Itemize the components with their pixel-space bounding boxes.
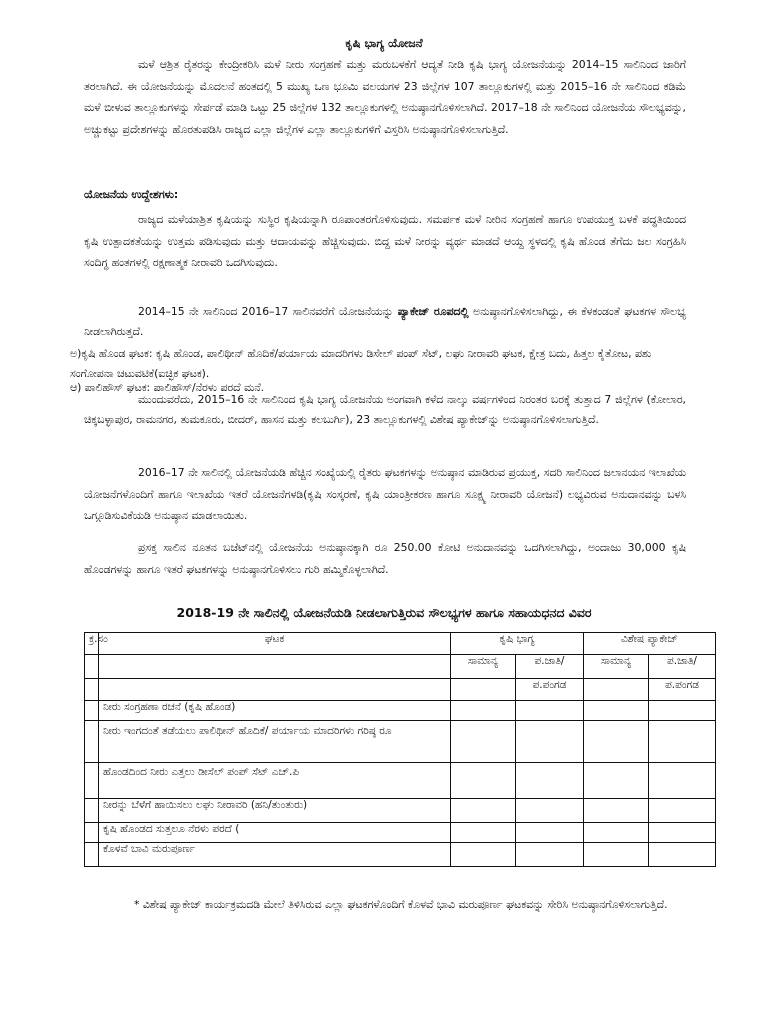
- header-krishi-bhagya: ಕೃಷಿ ಭಾಗ್ಯ: [451, 633, 584, 655]
- component-name: ಕೊಳವೆ ಬಾವಿ ಮರುಪೂರ್ಣ: [99, 843, 451, 867]
- table-cell: [516, 799, 584, 823]
- objectives-heading: ಯೋಜನೆಯ ಉದ್ದೇಶಗಳು:: [84, 188, 179, 201]
- subheader-general: ಸಾಮಾನ್ಯ: [584, 655, 649, 679]
- table-cell: [649, 843, 716, 867]
- document-title: ಕೃಷಿ ಭಾಗ್ಯ ಯೋಜನೆ: [345, 36, 423, 50]
- table-cell: [649, 763, 716, 799]
- table-subheader-row: [85, 655, 716, 679]
- table-cell: [516, 823, 584, 843]
- table-row: [85, 823, 716, 843]
- component-item-b: ಆ) ಪಾಲಿಹೌಸ್ ಘಟಕ: ಪಾಲಿಹೌಸ್/ನೆರಳು ಪರದೆ ಮನೆ.: [70, 381, 265, 394]
- package-paragraph: [84, 302, 686, 342]
- table-cell: [451, 763, 516, 799]
- table-cell: [516, 701, 584, 721]
- table-cell: [99, 655, 451, 679]
- subheader-general: ಸಾಮಾನ್ಯ: [451, 655, 516, 679]
- table-row: [85, 701, 716, 721]
- table-title: 2018-19 ನೇ ಸಾಲಿನಲ್ಲಿ ಯೋಜನೆಯಡಿ ನೀಡಲಾಗುತ್ತಿರುವ ಸೌಲಭ್ಯಗಳ ಹಾಗೂ ಸಹಾಯಧನದ ವಿವರ: [176, 605, 592, 620]
- subsidy-table: [84, 632, 716, 867]
- table-cell: [451, 679, 516, 701]
- table-cell: [85, 763, 99, 799]
- table-cell: [85, 655, 99, 679]
- table-row: [85, 799, 716, 823]
- component-item-a: ಅ)ಕೃಷಿ ಹೊಂಡ ಘಟಕ: ಕೃಷಿ ಹೊಂಡ, ಪಾಲಿಥೀನ್ ಹೊದಿಕೆ/ಪರ್ಯಾಯ ಮಾದರಿಗಳು ಡಿಸೇಲ್ ಪಂಪ್ ಸೆಟ್, ಲಘು ನೀರಾವರಿ ಘಟಕ, ಕ್ಷೇತ್ರ ಬದು, ಹಿತ್ತಲ ಕೈತೋಟ, ಪಶು ಸಂಗೋಪನಾ ಚಟುವಟಿಕೆ(ಐಚ್ಛಿಕ ಘಟಕ).: [70, 347, 652, 380]
- objectives-paragraph: ರಾಜ್ಯದ ಮಳೆಯಾಶ್ರಿತ ಕೃಷಿಯನ್ನು ಸುಸ್ಥಿರ ಕೃಷಿಯನ್ನಾಗಿ ರೂಪಾಂತರಗೊಳಿಸುವುದು. ಸಮರ್ಪಕ ಮಳೆ ನೀರಿನ ಸಂಗ್ರಹಣೆ ಹಾಗೂ ಉಪಯುಕ್ತ ಬಳಕೆ ಪದ್ಧತಿಯಿಂದ ಕೃಷಿ ಉತ್ಪಾದಕತೆಯನ್ನು ಉತ್ತಮ ಪಡಿಸುವುದು ಮತ್ತು ಆದಾಯವನ್ನು ಹೆಚ್ಚಿಸುವುದು. ಬಿದ್ದ ಮಳೆ ನೀರನ್ನು ವ್ಯರ್ಥ ಮಾಡದೆ ಆಯ್ದ ಸ್ಥಳದಲ್ಲಿ ಕೃಷಿ ಹೊಂಡ ತೆಗೆದು ಜಲ ಸಂಗ್ರಹಿಸಿ ಸಂದಿಗ್ಧ ಹಂತಗಳಲ್ಲಿ ರಕ್ಷಣಾತ್ಮಕ ನೀರಾವರಿ ಒದಗಿಸುವುದು.: [84, 213, 686, 269]
- table-cell: [584, 701, 649, 721]
- table-subheader-row: [85, 679, 716, 701]
- component-name: ನೀರು ಇಂಗದಂತೆ ತಡೆಯಲು ಪಾಲಿಥೀನ್ ಹೊದಿಕೆ/ ಪರ್ಯಾಯ ಮಾದರಿಗಳು ಗರಿಷ್ಠ ರೂ: [99, 721, 451, 763]
- table-cell: [85, 721, 99, 763]
- package-text-pre: 2014–15 ನೇ ಸಾಲಿನಿಂದ 2016–17 ಸಾಲಿನವರೆಗೆ ಯೋಜನೆಯನ್ನು: [138, 305, 398, 318]
- table-cell: [584, 679, 649, 701]
- table-cell: [451, 721, 516, 763]
- table-cell: [584, 763, 649, 799]
- table-cell: [85, 843, 99, 867]
- special-package-paragraph: ಮುಂದುವರೆದು, 2015–16 ನೇ ಸಾಲಿನಿಂದ ಕೃಷಿ ಭಾಗ್ಯ ಯೋಜನೆಯ ಅಂಗವಾಗಿ ಕಳೆದ ನಾಲ್ಕು ವರ್ಷಗಳಿಂದ ನಿರಂತರ ಬರಕ್ಕೆ ತುತ್ತಾದ 7 ಜಿಲ್ಲೆಗಳ (ಕೋಲಾರ, ಚಿಕ್ಕಬಳ್ಳಾಪುರ, ರಾಮನಗರ, ತುಮಕೂರು, ಬೀದರ್, ಹಾಸನ ಮತ್ತು ಕಲಬುರ್ಗಿ), 23 ತಾಲ್ಲೂಕುಗಳಲ್ಲಿ ವಿಶೇಷ ಪ್ಯಾಕೇಜ್‌ನ್ನು ಅನುಷ್ಠಾನಗೊಳಿಸಲಾಗುತ್ತಿದೆ.: [84, 393, 686, 426]
- component-name: ನೀರನ್ನು ಬೆಳೆಗೆ ಹಾಯಿಸಲು ಲಘು ನೀರಾವರಿ (ಹನಿ/ತುಂತುರು): [99, 799, 451, 823]
- intro-paragraph: ಮಳೆ ಆಶ್ರಿತ ರೈತರನ್ನು ಕೇಂದ್ರೀಕರಿಸಿ ಮಳೆ ನೀರು ಸಂಗ್ರಹಣೆ ಮತ್ತು ಮರುಬಳಕೆಗೆ ಆದ್ಯತೆ ನೀಡಿ ಕೃಷಿ ಭಾಗ್ಯ ಯೋಜನೆಯನ್ನು 2014–15 ಸಾಲಿನಿಂದ ಜಾರಿಗೆ ತರಲಾಗಿದೆ. ಈ ಯೋಜನೆಯನ್ನು ಮೊದಲನೆ ಹಂತದಲ್ಲಿ 5 ಮುಖ್ಯ ಒಣ ಭೂಮಿ ವಲಯಗಳ 23 ಜಿಲ್ಲೆಗಳ 107 ತಾಲ್ಲೂಕುಗಳಲ್ಲಿ ಮತ್ತು 2015–16 ನೇ ಸಾಲಿನಿಂದ ಕಡಿಮೆ ಮಳೆ ಬೀಳುವ ತಾಲ್ಲೂಕುಗಳನ್ನು ಸೇರ್ಪಡೆ ಮಾಡಿ ಒಟ್ಟು 25 ಜಿಲ್ಲೆಗಳ 132 ತಾಲ್ಲೂಕುಗಳಲ್ಲಿ ಅನುಷ್ಠಾನಗೊಳಿಸಲಾಗಿದೆ. 2017–18 ನೇ ಸಾಲಿನಿಂದ ಯೋಜನೆಯ ಸೌಲಭ್ಯವನ್ನು, ಅಚ್ಚುಕಟ್ಟು ಪ್ರದೇಶಗಳನ್ನು ಹೊರತುಪಡಿಸಿ ರಾಜ್ಯದ ಎಲ್ಲಾ ಜಿಲ್ಲೆಗಳ ಎಲ್ಲಾ ತಾಲ್ಲೂಕುಗಳಿಗೆ ವಿಸ್ತರಿಸಿ ಅನುಷ್ಠಾನಗೊಳಿಸಲಾಗುತ್ತಿದೆ.: [84, 58, 686, 136]
- table-cell: [85, 823, 99, 843]
- table-row: [85, 763, 716, 799]
- table-cell: [649, 823, 716, 843]
- component-name: ಹೊಂಡದಿಂದ ನೀರು ಎತ್ತಲು ಡೀಸೆಲ್ ಪಂಪ್ ಸೆಟ್ ಎಚ್.ಪಿ: [99, 763, 451, 799]
- table-cell: [85, 679, 99, 701]
- table-cell: [649, 701, 716, 721]
- table-row: [85, 843, 716, 867]
- table-cell: [451, 823, 516, 843]
- table-cell: [99, 679, 451, 701]
- table-cell: [516, 721, 584, 763]
- table-header-row: [85, 633, 716, 655]
- package-text-post: ಅನುಷ್ಠಾನಗೊಳಿಸಲಾಗಿದ್ದು, ಈ ಕೆಳಕಂಡಂತೆ ಘಟಕಗಳ ಸೌಲಭ್ಯ ನೀಡಲಾಗಿರುತ್ತದೆ.: [84, 305, 687, 338]
- table-cell: [649, 799, 716, 823]
- table-cell: [584, 799, 649, 823]
- table-cell: [516, 843, 584, 867]
- component-name: ನೀರು ಸಂಗ್ರಹಣಾ ರಚನೆ (ಕೃಷಿ ಹೊಂಡ): [99, 701, 451, 721]
- footnote: * ವಿಶೇಷ ಪ್ಯಾಕೇಜ್ ಕಾರ್ಯಕ್ರಮದಡಿ ಮೇಲೆ ತಿಳಿಸಿರುವ ಎಲ್ಲಾ ಘಟಕಗಳೊಂದಿಗೆ ಕೊಳವೆ ಭಾವಿ ಮರುಪೂರ್ಣ ಘಟಕವನ್ನು ಸೇರಿಸಿ ಅನುಷ್ಠಾನಗೊಳಿಸಲಾಗುತ್ತಿದೆ.: [134, 898, 668, 911]
- table-cell: [584, 843, 649, 867]
- table-cell: [451, 799, 516, 823]
- table-cell: [85, 701, 99, 721]
- component-name: ಕೃಷಿ ಹೊಂಡದ ಸುತ್ತಲೂ ನೆರಳು ಪರದೆ (: [99, 823, 451, 843]
- table-cell: [649, 721, 716, 763]
- table-cell: [85, 799, 99, 823]
- table-row: [85, 721, 716, 763]
- table-cell: [451, 843, 516, 867]
- header-component: ಘಟಕ: [99, 633, 451, 655]
- table-cell: [451, 701, 516, 721]
- header-serial-number: ಕ್ರ.ಸಂ: [85, 633, 99, 655]
- convergence-paragraph: 2016–17 ನೇ ಸಾಲಿನಲ್ಲಿ ಯೋಜನೆಯಡಿ ಹೆಚ್ಚಿನ ಸಂಖ್ಯೆಯಲ್ಲಿ ರೈತರು ಘಟಕಗಳನ್ನು ಅನುಷ್ಠಾನ ಮಾಡಿರುವ ಪ್ರಯುಕ್ತ, ಸದರಿ ಸಾಲಿನಿಂದ ಜಲಾನಯನ ಇಲಾಖೆಯ ಯೋಜನೆಗಳೊಂದಿಗೆ ಹಾಗೂ ಇಲಾಖೆಯ ಇತರೆ ಯೋಜನೆಗಳಡಿ(ಕೃಷಿ ಸಂಸ್ಕರಣೆ, ಕೃಷಿ ಯಾಂತ್ರೀಕರಣ ಹಾಗೂ ಸೂಕ್ಷ್ಮ ನೀರಾವರಿ ಯೋಜನೆ) ಲಭ್ಯವಿರುವ ಅನುದಾನವನ್ನು ಬಳಸಿ ಒಗ್ಗೂಡಿಸುವಿಕೆಯಡಿ ಅನುಷ್ಠಾನ ಮಾಡಲಾಯಿತು.: [84, 466, 686, 522]
- budget-paragraph: ಪ್ರಸಕ್ತ ಸಾಲಿನ ನೂತನ ಬಜೆಟ್‌ನಲ್ಲಿ ಯೋಜನೆಯ ಅನುಷ್ಠಾನಕ್ಕಾಗಿ ರೂ 250.00 ಕೋಟಿ ಅನುದಾನವನ್ನು ಒದಗಿಸಲಾಗಿದ್ದು, ಅಂದಾಜು 30,000 ಕೃಷಿ ಹೊಂಡಗಳನ್ನು ಹಾಗೂ ಇತರೆ ಘಟಕಗಳನ್ನು ಅನುಷ್ಠಾನಗೊಳಿಸಲು ಗುರಿ ಹಮ್ಮಿಕೊಳ್ಳಲಾಗಿದೆ.: [84, 541, 686, 576]
- header-special-package: ವಿಶೇಷ ಪ್ಯಾಕೇಜ್: [584, 633, 716, 655]
- table-cell: [584, 721, 649, 763]
- subheader-st: ಪ.ಪಂಗಡ: [516, 679, 584, 701]
- table-cell: [516, 763, 584, 799]
- subheader-sc: ಪ.ಜಾತಿ/: [516, 655, 584, 679]
- table-cell: [584, 823, 649, 843]
- subheader-st: ಪ.ಪಂಗಡ: [649, 679, 716, 701]
- subheader-sc: ಪ.ಜಾತಿ/: [649, 655, 716, 679]
- package-text-bold: ಪ್ಯಾಕೇಜ್ ರೂಪದಲ್ಲಿ: [397, 305, 469, 318]
